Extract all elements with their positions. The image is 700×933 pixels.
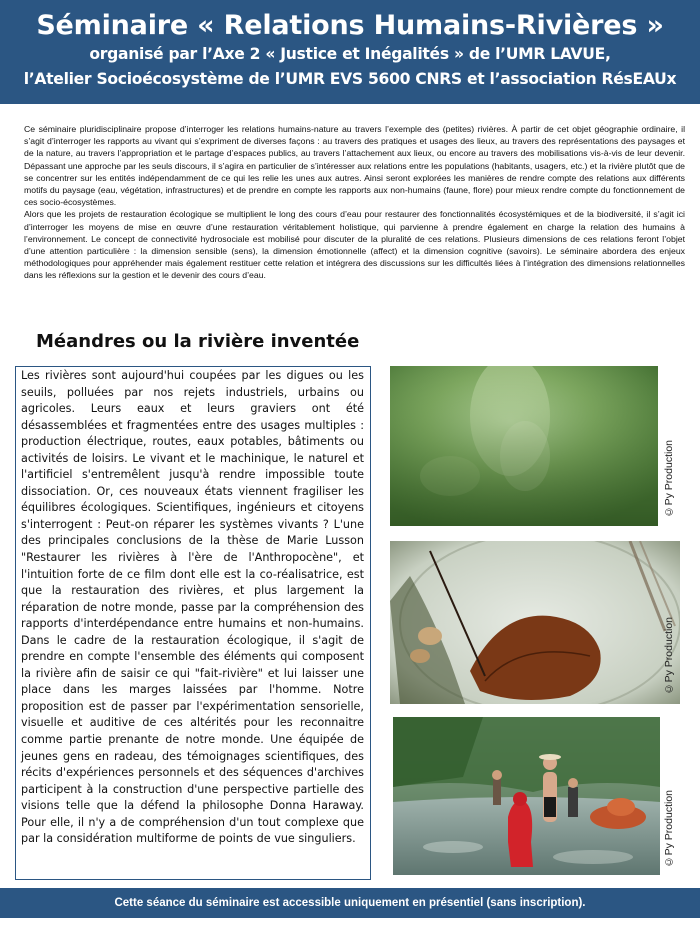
- attendance-notice: Cette séance du séminaire est accessible uniquement en présentiel (sans inscription).: [114, 897, 586, 909]
- page-title: Séminaire « Relations Humains-Rivières »: [36, 10, 664, 41]
- leaf-photo: [390, 541, 680, 704]
- header-banner: [0, 0, 700, 104]
- underwater-photo: [390, 366, 658, 526]
- film-description-box: [15, 366, 371, 880]
- photo-credit-1: ©Py Production: [663, 440, 675, 518]
- photo-credit-2: ©Py Production: [663, 617, 675, 695]
- section-title: Méandres ou la rivière inventée: [36, 331, 360, 352]
- intro-paragraph-1: Ce séminaire pluridisciplinaire propose d’interroger les relations humains-nature au travers l’exemple des (petites) rivières. À partir de cet objet géographie ordinaire, il s’agit d’interroger les rapports au vivant qui s’expriment de diverses façons : au travers des pratiques et usages des lieux, au travers des représentations des paysages et de la nature, au travers l’appropriation et le partage d’espaces publics, au travers l’attachement aux lieux, ou encore au travers des mobilisations vis-à-vis de leur devenir. Dépassant une approche par les seuls discours, il s’agira en particulier de s’intéresser aux relations entre les populations (habitants, usagers, etc.) et la rivière plutôt que de se concentrer sur les entités indépendamment de ce qui les relie les unes aux autres. Ainsi seront explorées les manières de rendre compte des relations aux différents motifs du paysage (eau, végétation, infrastructures) et de prendre en compte les rapports aux non-humains (faune, flore) pour mieux rendre compte du fonctionnement de ces socio-écosystèmes.: [24, 124, 685, 208]
- film-description: Les rivières sont aujourd'hui coupées par les digues ou les seuils, polluées par nos rejets industriels, urbains ou agricoles. Leurs eaux et leurs graviers ont été désassemblées et fragmentées entre des usages multiples : production électrique, routes, eaux potables, bâtiments ou activités de loisirs. Le vivant et le machinique, le naturel et l'artificiel s'entremêlent jusqu'à rendre impossible toute dissociation. Or, ces nouveaux états viennent fragiliser les équilibres écologiques. Scientifiques, ingénieurs et citoyens s'interrogent : Peut-on réparer les systèmes vivants ? L'une des principales conclusions de la thèse de Marie Lusson "Restaurer les rivières à l'ère de l'Anthropocène", et l'intuition forte de ce film dont elle est la co-réalisatrice, est que la restauration des rivières, et plus largement la réparation de notre monde, passe par la compréhension des rapports d'interdépendance entre humains et non-humains. Dans le cadre de la restauration écologique, il s'agit de prendre en compte l'ensemble des éléments qui composent la rivière afin de saisir ce qui "fait-rivière" et lui laisser une place dans les marges laissées par l'homme. Notre proposition est de passer par l'expérimentation sensorielle, visuelle et auditive de ces altérités pour les reconnaitre comme partie prenante de notre monde. Une équipée de jeunes gens en radeau, des témoignages scientifiques, des récits d'expériences personnels et des séquences d'archives participent à la construction d'une perspective partielle des visions telle que la défend la philosophe Donna Haraway. Pour elle, il n'y a de compréhension d'un tout complexe que par la considération multiforme de points de vue singuliers.: [21, 369, 364, 846]
- footer-banner: [0, 888, 700, 918]
- photo-credit-3: ©Py Production: [663, 790, 675, 868]
- organizer-line-2: l’Atelier Socioécosystème de l’UMR EVS 5600 CNRS et l’association RésEAUx: [23, 70, 677, 88]
- organizer-line-1: organisé par l’Axe 2 « Justice et Inégalités » de l’UMR LAVUE,: [89, 45, 611, 63]
- river-crossing-photo: [393, 717, 660, 875]
- intro-paragraph-2: Alors que les projets de restauration écologique se multiplient le long des cours d’eau pour restaurer des fonctionnalités écosystémiques et de la biodiversité, il s’agit ici d’interroger les moyens de mise en œuvre d’une restauration véritablement holistique, qui parvienne à prendre également en charge la relation des humains à l’environnement. Le concept de connectivité hydrosociale est mobilisé pour discuter de la pluralité de ces relations. Plusieurs dimensions de ces relations feront l’objet d’une attention particulière : la dimension sensible (sens), la dimension émotionnelle (affect) et la dimension cognitive (savoirs). Le séminaire abordera des enjeux méthodologiques pour appréhender mais également restituer cette relation et intégrera des discussions sur les difficultés liées à l’intégration des dimensions relationnelles dans les réflexions sur la gestion et le devenir des cours d’eau.: [24, 209, 685, 281]
- intro-text: [24, 123, 685, 282]
